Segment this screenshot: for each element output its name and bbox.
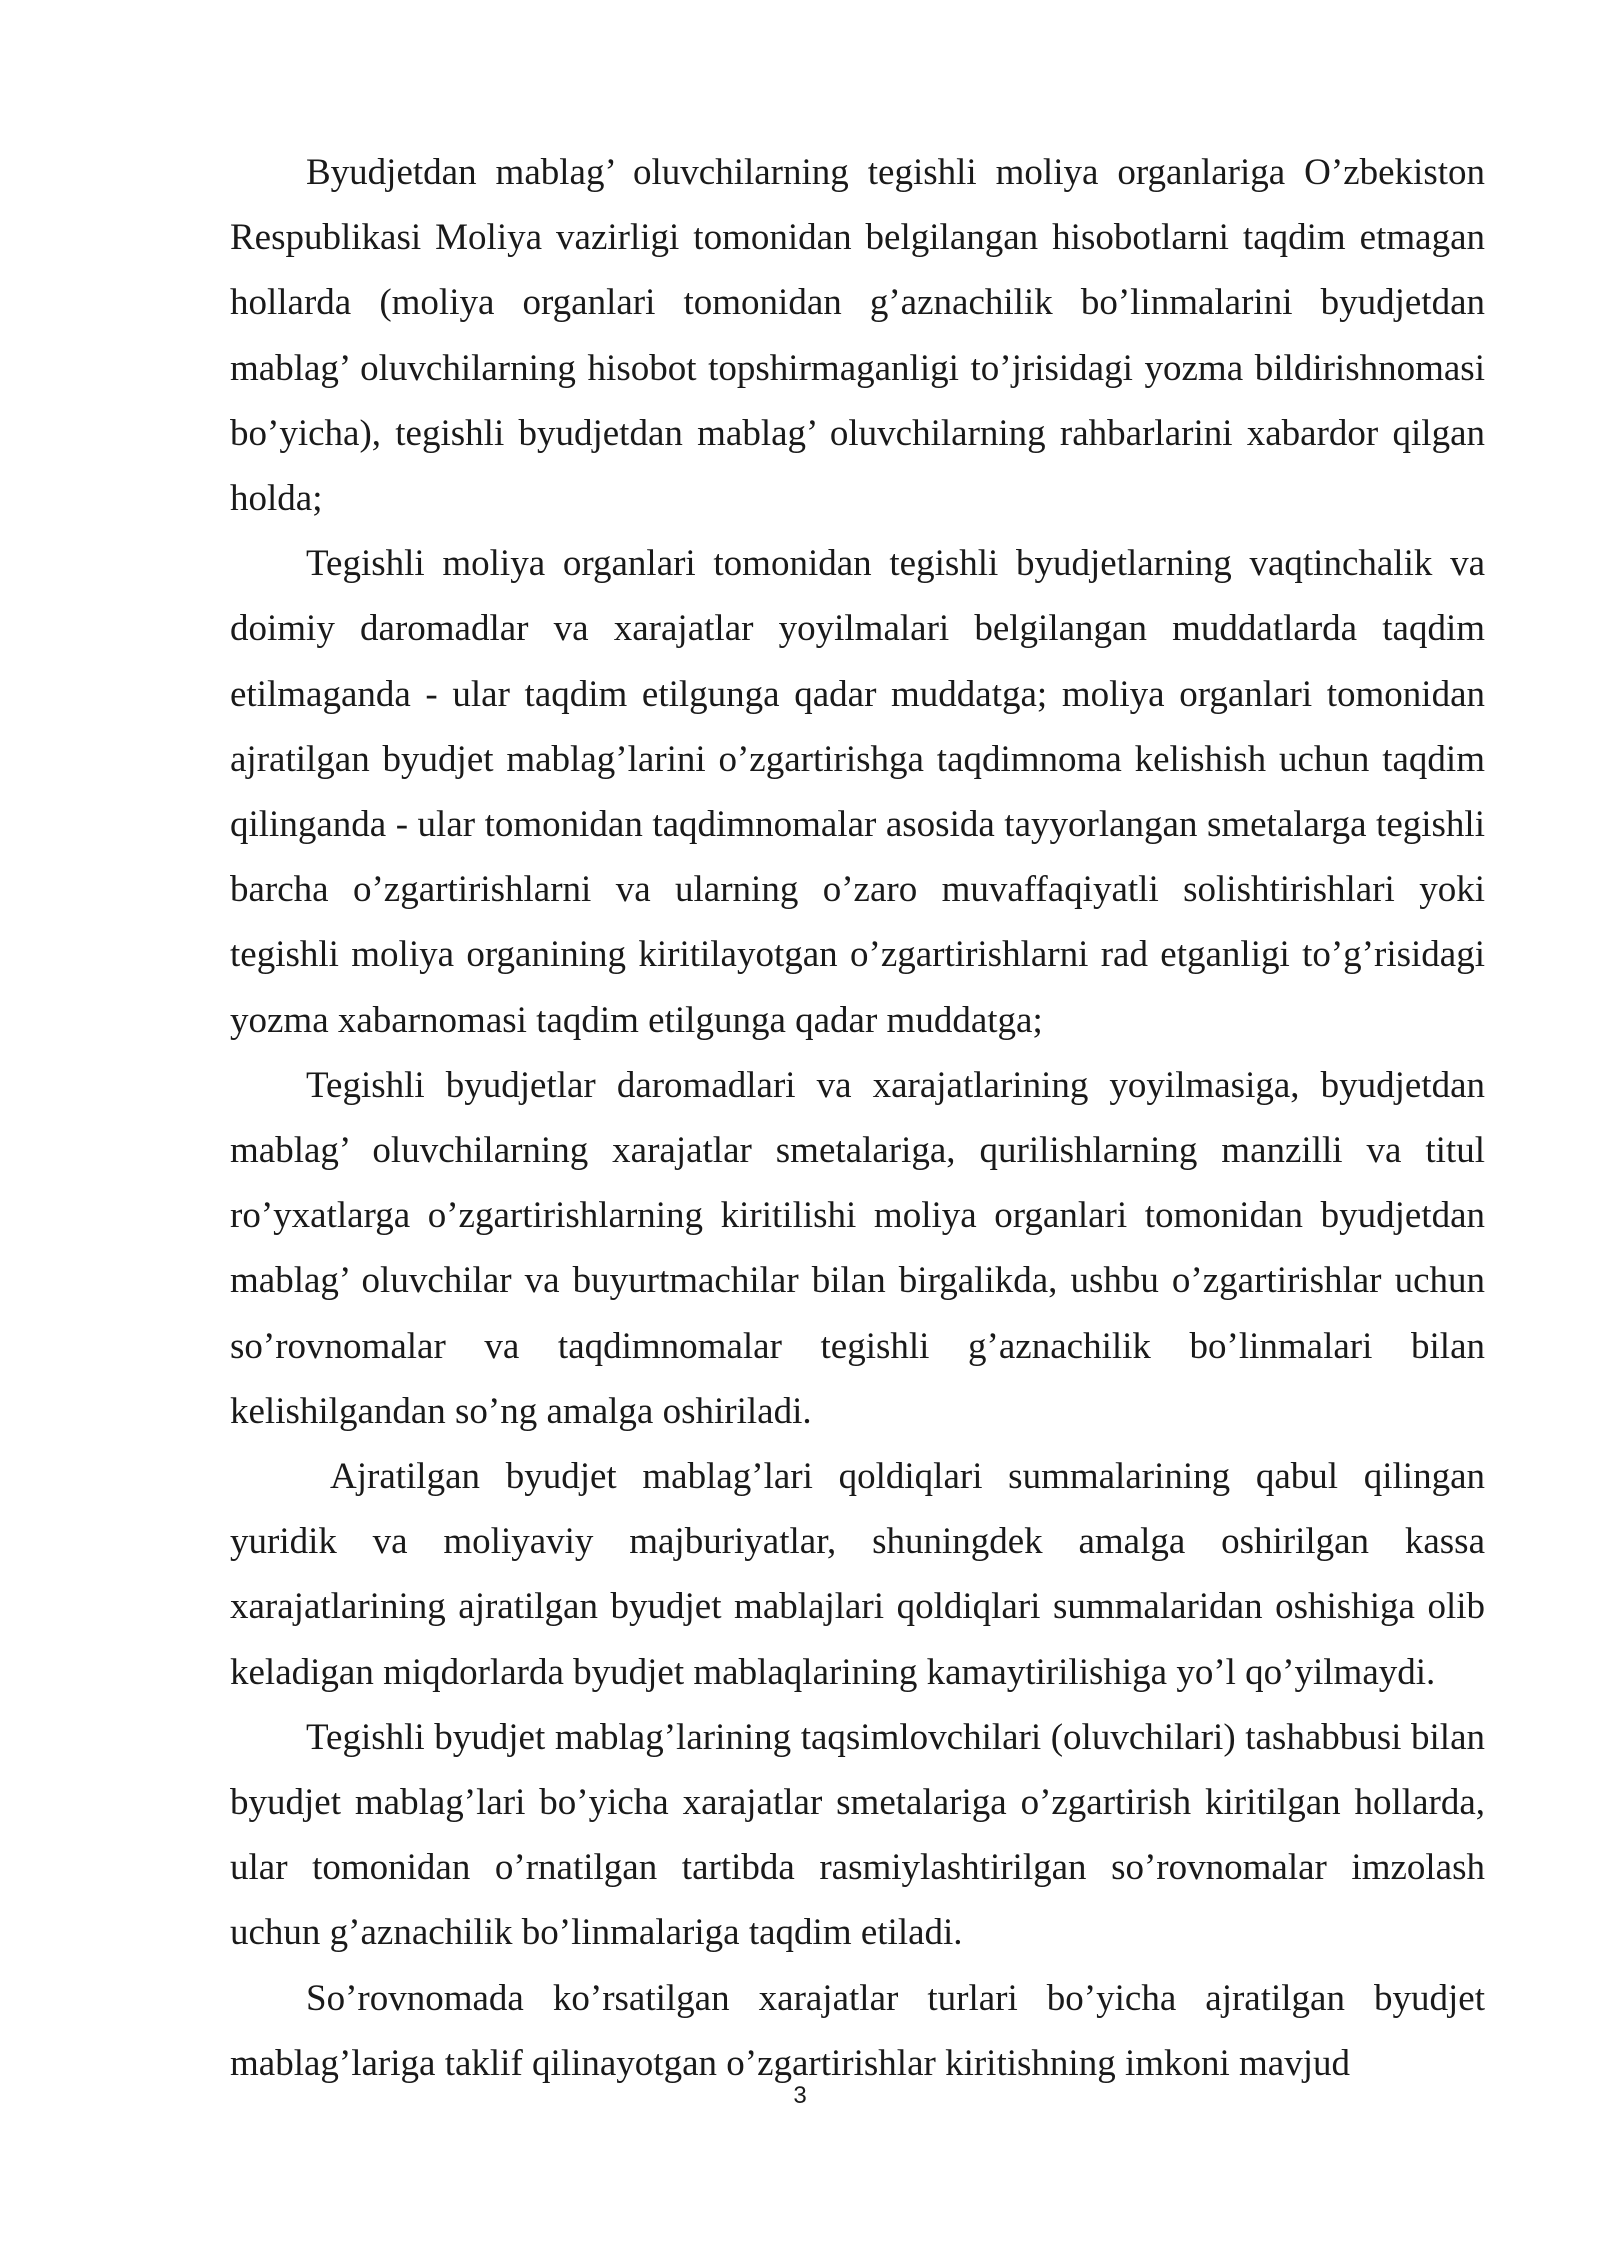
- paragraph-3: Tegishli byudjetlar daromadlari va xarajatlarining yoyilmasiga, byudjetdan mablag’ oluvchilarning xarajatlar smetalariga, qurilishlarning manzilli va titul ro’yxatlarga o’zgartirishlarning kiritilishi moliya organlari tomonidan byudjetdan mablag’ oluvchilar va buyurtmachilar bilan birgalikda, ushbu o’zgartirishlar uchun so’rovnomalar va taqdimnomalar tegishli g’aznachilik bo’linmalari bilan kelishilgandan so’ng amalga oshiriladi.: [230, 1064, 1485, 1432]
- document-page: [230, 140, 1485, 2096]
- paragraph-6: So’rovnomada ko’rsatilgan xarajatlar turlari bo’yicha ajratilgan byudjet mablag’lariga taklif qilinayotgan o’zgartirishlar kiritishning imkoni mavjud: [230, 1977, 1485, 2084]
- paragraph-4: Ajratilgan byudjet mablag’lari qoldiqlari summalarining qabul qilingan yuridik va moliyaviy majburiyatlar, shuningdek amalga oshirilgan kassa xarajatlarining ajratilgan byudjet mablajlari qoldiqlari summalaridan oshishiga olib keladigan miqdorlarda byudjet mablaqlarining kamaytirilishiga yo’l qo’yilmaydi.: [230, 1456, 1485, 1693]
- page-number: 3: [793, 2082, 807, 2109]
- paragraph-5: Tegishli byudjet mablag’larining taqsimlovchilari (oluvchilari) tashabbusi bilan byudjet mablag’lari bo’yicha xarajatlar smetalariga o’zgartirish kiritilgan hollarda, ular tomonidan o’rnatilgan tartibda rasmiylashtirilgan so’rovnomalar imzolash uchun g’aznachilik bo’linmalariga taqdim etiladi.: [230, 1716, 1485, 1954]
- paragraph-1: Byudjetdan mablag’ oluvchilarning tegishli moliya organlariga O’zbekiston Respublikasi Moliya vazirligi tomonidan belgilangan hisobotlarni taqdim etmagan hollarda (moliya organlari tomonidan g’aznachilik bo’linmalarini byudjetdan mablag’ oluvchilarning hisobot topshirmaganligi to’jrisidagi yozma bildirishnomasi bo’yicha), tegishli byudjetdan mablag’ oluvchilarning rahbarlarini xabardor qilgan holda;: [230, 152, 1485, 520]
- paragraph-2: Tegishli moliya organlari tomonidan tegishli byudjetlarning vaqtinchalik va doimiy daromadlar va xarajatlar yoyilmalari belgilangan muddatlarda taqdim etilmaganda - ular taqdim etilgunga qadar muddatga; moliya organlari tomonidan ajratilgan byudjet mablag’larini o’zgartirishga taqdimnoma kelishish uchun taqdim qilinganda - ular tomonidan taqdimnomalar asosida tayyorlangan smetalarga tegishli barcha o’zgartirishlarni va ularning o’zaro muvaffaqiyatli solishtirishlari yoki tegishli moliya organining kiritilayotgan o’zgartirishlarni rad etganligi to’g’risidagi yozma xabarnomasi taqdim etilgunga qadar muddatga;: [230, 543, 1485, 1041]
